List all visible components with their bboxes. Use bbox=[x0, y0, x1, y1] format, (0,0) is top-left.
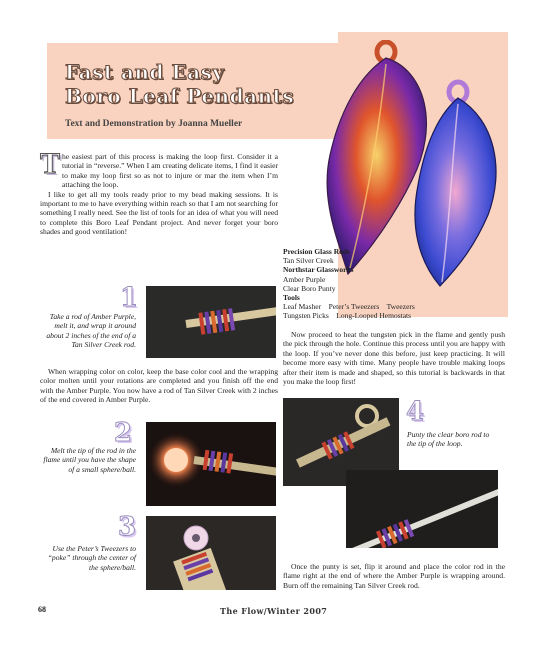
step-3-photo bbox=[146, 516, 276, 590]
tools-item: Leaf Masher Peter’s Tweezers Tweezers bbox=[283, 302, 415, 312]
step-1-number: 1 bbox=[120, 283, 139, 313]
tools-item: Tan Silver Creek bbox=[283, 256, 334, 266]
page-number: 68 bbox=[38, 605, 46, 614]
drop-cap: T bbox=[40, 147, 61, 180]
intro-text bbox=[40, 147, 278, 237]
tools-heading-northstar: Northstar Glassworks bbox=[283, 265, 354, 275]
issue-footer: The Flow/Winter 2007 bbox=[220, 606, 328, 616]
tools-item: Clear Boro Punty bbox=[283, 283, 336, 293]
step-1-photo bbox=[146, 286, 276, 358]
wrap-paragraph: When wrapping color on color, keep the base color cool and the wrapping color molten until your rotations are completed and you finish off the end with the Amber Purple. You now have a rod of Tan Silver Creek with 2 inches of the end covered in Amber Purple. bbox=[40, 367, 278, 405]
step-4-number: 4 bbox=[406, 397, 425, 427]
tools-heading-tools: Tools bbox=[283, 293, 300, 303]
step-4-caption: Punty the clear boro rod to the tip of the loop. bbox=[407, 430, 490, 449]
step-2-photo bbox=[146, 422, 276, 506]
leaf-pendant-red bbox=[327, 58, 426, 274]
tools-item: Tungsten Picks Long-Looped Hemostats bbox=[283, 311, 412, 321]
step-4-photo-b bbox=[346, 470, 498, 548]
step-3-number: 3 bbox=[118, 512, 137, 542]
tools-item: Amber Purple bbox=[283, 274, 326, 284]
article-title bbox=[65, 60, 294, 108]
title-line-1: Fast and Easy bbox=[65, 60, 225, 84]
tools-heading-rods: Precision Glass Rods bbox=[283, 247, 350, 256]
step-2-caption: Melt the tip of the rod in the flame until you have the shape of a small sphere/ball. bbox=[43, 446, 136, 474]
heat-paragraph: Now proceed to heat the tungsten pick in the flame and gently push the pick through the hole. Continue this process until you are happy with the loop. If you’ve never done this before, just keep practicing. It will become more easy with time. Many people have trouble making loops after their item is made and shaped, so this tutorial is backwards in that you make the loop first! bbox=[283, 330, 505, 387]
intro-paragraph-1: he easiest part of this process is making the loop first. Consider it a tutorial in “reverse.” When I am creating delicate items, I find it easier to make my loop first so as not to injure or mar the item when I’m attaching the loop. bbox=[62, 152, 278, 190]
punty-paragraph: Once the punty is set, flip it around and place the color rod in the flame right at the end of where the Amber Purple is wrapping around. Burn off the remaining Tan Silver Creek rod. bbox=[283, 562, 505, 590]
intro-paragraph-2: I like to get all my tools ready prior to my bead making sessions. It is important to me to have everything within reach so that I am not searching for something I really need. See the list of tools for an idea of what you will need to complete this Boro Leaf Pendant project. And never forget your boro shades and good ventilation! bbox=[40, 189, 278, 237]
step-1-caption: Take a rod of Amber Purple, melt it, and wrap it around about 2 inches of the end of a Tan Silver Creek rod. bbox=[46, 312, 136, 349]
step-3-caption: Use the Peter’s Tweezers to “poke” through the center of the sphere/ball. bbox=[47, 544, 136, 572]
tools-list bbox=[283, 247, 483, 321]
byline: Text and Demonstration by Joanna Mueller bbox=[65, 119, 243, 129]
step-2-number: 2 bbox=[114, 418, 133, 448]
title-line-2: Boro Leaf Pendants bbox=[65, 84, 295, 108]
